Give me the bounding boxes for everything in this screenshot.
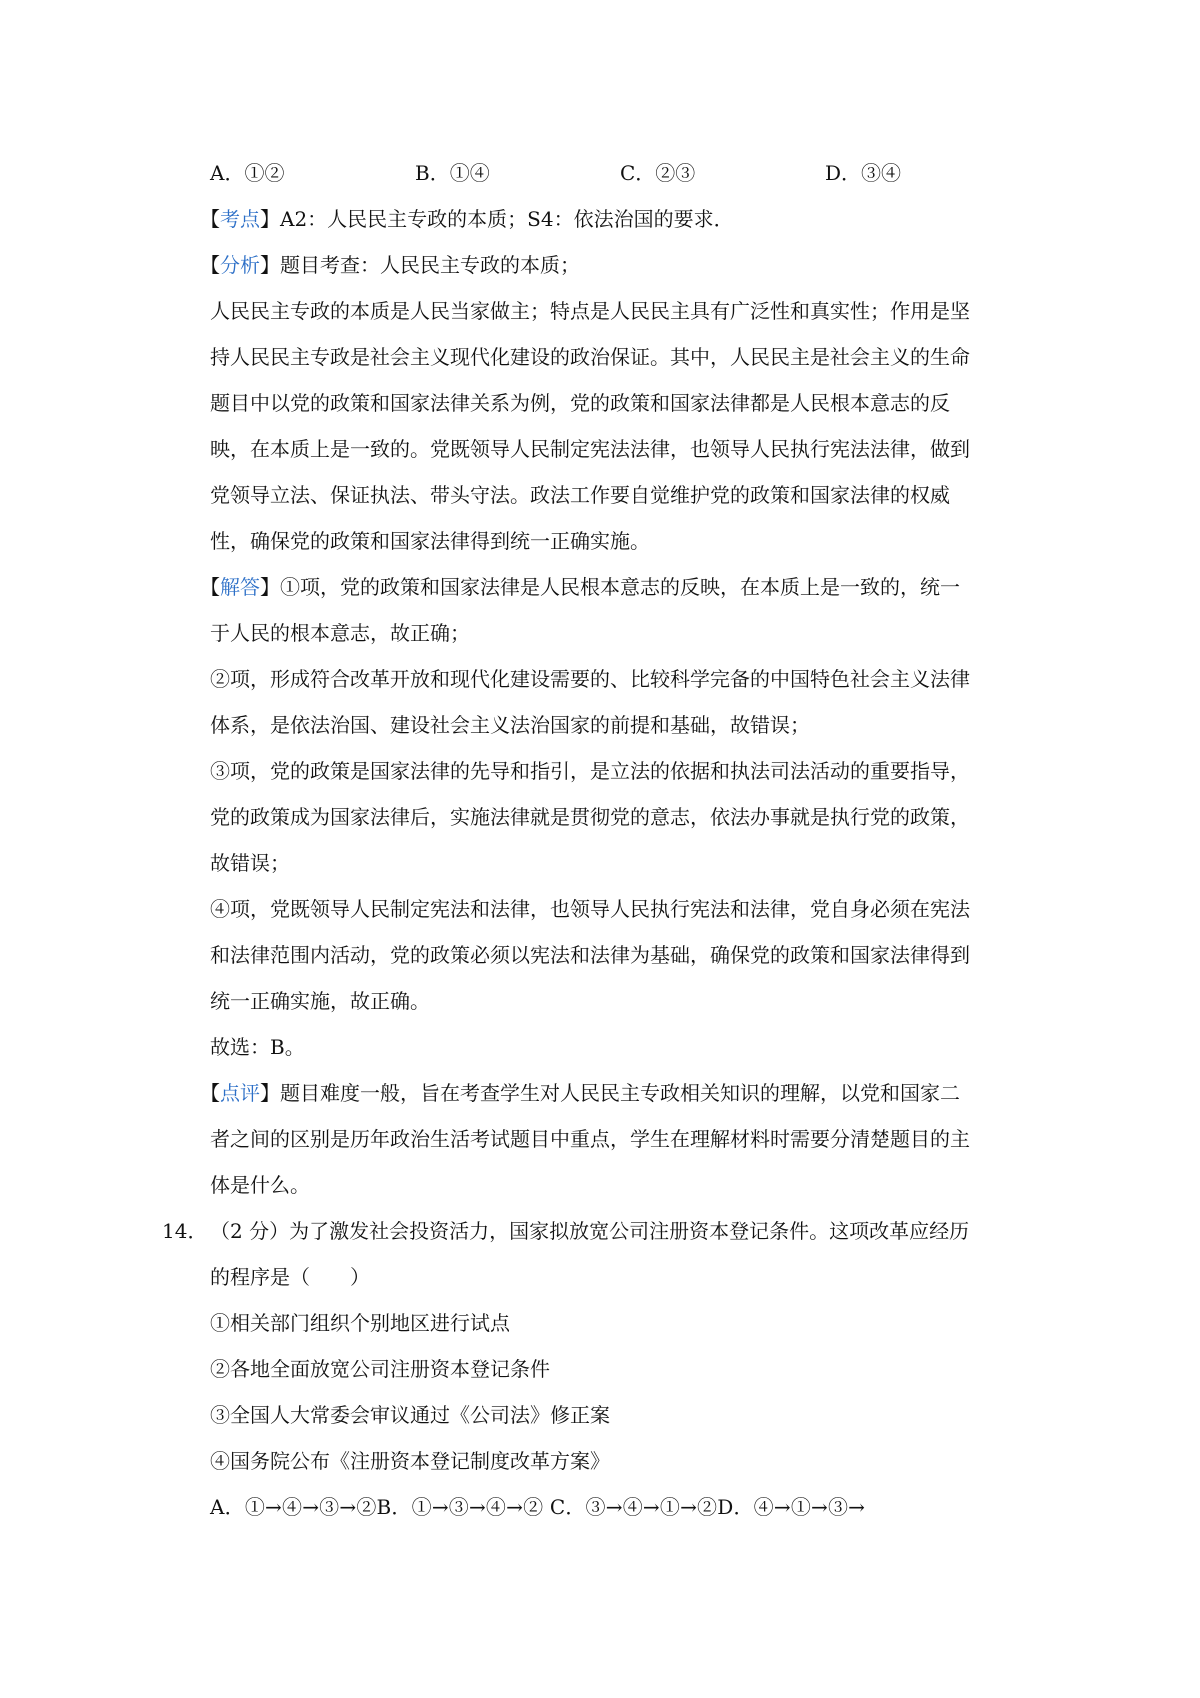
answer-content xyxy=(162,150,1030,1530)
question-stem-line-2: 的程序是（ ） xyxy=(210,1265,370,1289)
option-c: C．②③ xyxy=(620,161,696,185)
question-stem-line-1: （2 分）为了激发社会投资活力，国家拟放宽公司注册资本登记条件。这项改革应经历 xyxy=(210,1219,970,1243)
question-14-options: A．①→④→③→②B．①→③→④→② C．③→④→①→②D．④→①→③→ xyxy=(210,1495,866,1519)
previous-question-options xyxy=(210,150,1030,196)
jieda-heading: 【解答】①项，党的政策和国家法律是人民根本意志的反映，在本质上是一致的，统一 xyxy=(200,575,960,599)
question-item: ①相关部门组织个别地区进行试点 xyxy=(210,1311,510,1335)
fenxi-line: 性，确保党的政策和国家法律得到统一正确实施。 xyxy=(210,529,650,553)
jieda-line: ②项，形成符合改革开放和现代化建设需要的、比较科学完备的中国特色社会主义法律 xyxy=(210,667,970,691)
fenxi-line: 持人民民主专政是社会主义现代化建设的政治保证。其中，人民民主是社会主义的生命 xyxy=(210,345,970,369)
option-b: B．①④ xyxy=(415,161,490,185)
question-item: ②各地全面放宽公司注册资本登记条件 xyxy=(210,1357,550,1381)
fenxi-tag: 分析 xyxy=(220,253,260,277)
dianping-line: 体是什么。 xyxy=(210,1173,310,1197)
fenxi-line: 人民民主专政的本质是人民当家做主；特点是人民民主具有广泛性和真实性；作用是坚 xyxy=(210,299,970,323)
jieda-line: ③项，党的政策是国家法律的先导和指引，是立法的依据和执法司法活动的重要指导， xyxy=(210,759,970,783)
jieda-line: 故错误； xyxy=(210,851,290,875)
answer-choice: 故选：B。 xyxy=(210,1035,305,1059)
fenxi-text: 题目考查：人民民主专政的本质； xyxy=(280,253,580,277)
jieda-line: 党的政策成为国家法律后，实施法律就是贯彻党的意志，依法办事就是执行党的政策， xyxy=(210,805,970,829)
kaodian-section: 【考点】A2：人民民主专政的本质；S4：依法治国的要求． xyxy=(200,207,734,231)
fenxi-line: 党领导立法、保证执法、带头守法。政法工作要自觉维护党的政策和国家法律的权威 xyxy=(210,483,950,507)
kaodian-text: A2：人民民主专政的本质；S4：依法治国的要求． xyxy=(280,207,734,231)
fenxi-line: 映，在本质上是一致的。党既领导人民制定宪法法律，也领导人民执行宪法法律，做到 xyxy=(210,437,970,461)
dianping-heading: 【点评】题目难度一般，旨在考查学生对人民民主专政相关知识的理解，以党和国家二 xyxy=(200,1081,960,1105)
jieda-line: 统一正确实施，故正确。 xyxy=(210,989,430,1013)
jieda-line: 于人民的根本意志，故正确； xyxy=(210,621,470,645)
fenxi-line: 题目中以党的政策和国家法律关系为例，党的政策和国家法律都是人民根本意志的反 xyxy=(210,391,950,415)
question-14-stem xyxy=(162,1208,1030,1254)
jieda-line: 和法律范围内活动，党的政策必须以宪法和法律为基础，确保党的政策和国家法律得到 xyxy=(210,943,970,967)
question-item: ③全国人大常委会审议通过《公司法》修正案 xyxy=(210,1403,610,1427)
fenxi-heading: 【分析】题目考查：人民民主专政的本质； xyxy=(200,253,580,277)
jieda-line: ④项，党既领导人民制定宪法和法律，也领导人民执行宪法和法律，党自身必须在宪法 xyxy=(210,897,970,921)
question-number: 14． xyxy=(162,1219,208,1243)
kaodian-tag: 考点 xyxy=(220,207,260,231)
question-item: ④国务院公布《注册资本登记制度改革方案》 xyxy=(210,1449,610,1473)
dianping-first-line: 题目难度一般，旨在考查学生对人民民主专政相关知识的理解，以党和国家二 xyxy=(280,1081,960,1105)
option-d: D．③④ xyxy=(825,161,902,185)
option-a: A．①② xyxy=(210,161,285,185)
jieda-first-line: ①项，党的政策和国家法律是人民根本意志的反映，在本质上是一致的，统一 xyxy=(280,575,960,599)
dianping-tag: 点评 xyxy=(220,1081,260,1105)
jieda-line: 体系，是依法治国、建设社会主义法治国家的前提和基础，故错误； xyxy=(210,713,810,737)
jieda-tag: 解答 xyxy=(220,575,260,599)
dianping-line: 者之间的区别是历年政治生活考试题目中重点，学生在理解材料时需要分清楚题目的主 xyxy=(210,1127,970,1151)
